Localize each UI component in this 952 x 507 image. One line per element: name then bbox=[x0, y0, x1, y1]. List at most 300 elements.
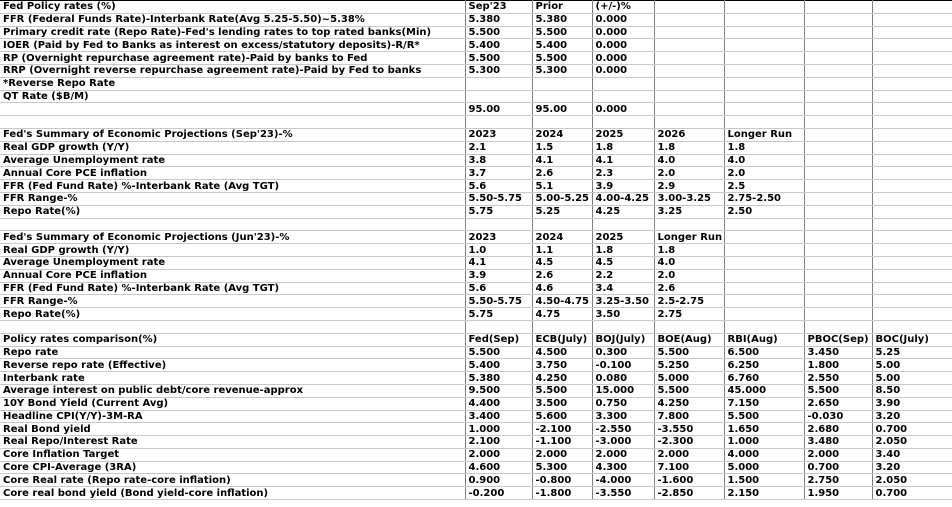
row-label-cell[interactable]: Average Unemployment rate bbox=[0, 154, 465, 167]
value-cell[interactable]: 2.550 bbox=[804, 372, 872, 385]
value-cell[interactable] bbox=[804, 167, 872, 180]
value-cell[interactable] bbox=[872, 26, 952, 39]
value-cell[interactable]: 4.250 bbox=[532, 372, 592, 385]
row-label-cell[interactable]: RP (Overnight repurchase agreement rate)-Paid by banks to Fed bbox=[0, 52, 465, 65]
value-cell[interactable]: 5.500 bbox=[654, 384, 724, 397]
value-cell[interactable]: 2.3 bbox=[592, 167, 654, 180]
value-cell[interactable]: 6.500 bbox=[724, 346, 804, 359]
value-cell[interactable] bbox=[465, 218, 532, 231]
value-cell[interactable] bbox=[804, 13, 872, 26]
value-cell[interactable] bbox=[872, 39, 952, 52]
row-label-cell[interactable]: FFR (Fed Fund Rate) %-Interbank Rate (Avg TGT) bbox=[0, 282, 465, 295]
value-cell[interactable]: 1.800 bbox=[804, 359, 872, 372]
row-label-cell[interactable]: Policy rates comparison(%) bbox=[0, 333, 465, 346]
value-cell[interactable]: 3.300 bbox=[592, 410, 654, 423]
value-cell[interactable]: -0.200 bbox=[465, 487, 532, 500]
value-cell[interactable]: 3.40 bbox=[872, 448, 952, 461]
row-label-cell[interactable]: Core real bond yield (Bond yield-core inflation) bbox=[0, 487, 465, 500]
value-cell[interactable] bbox=[654, 1, 724, 14]
value-cell[interactable]: 4.75 bbox=[532, 308, 592, 321]
value-cell[interactable]: Longer Run bbox=[654, 231, 724, 244]
value-cell[interactable] bbox=[804, 295, 872, 308]
value-cell[interactable] bbox=[465, 116, 532, 129]
value-cell[interactable] bbox=[654, 64, 724, 77]
value-cell[interactable] bbox=[804, 103, 872, 116]
value-cell[interactable]: -0.030 bbox=[804, 410, 872, 423]
value-cell[interactable]: 2.6 bbox=[532, 269, 592, 282]
value-cell[interactable]: 2.050 bbox=[872, 474, 952, 487]
row-label-cell[interactable]: FFR (Federal Funds Rate)-Interbank Rate(Avg 5.25-5.50)~5.38% bbox=[0, 13, 465, 26]
value-cell[interactable] bbox=[872, 154, 952, 167]
value-cell[interactable] bbox=[872, 282, 952, 295]
value-cell[interactable]: 3.7 bbox=[465, 167, 532, 180]
row-label-cell[interactable]: FFR (Fed Fund Rate) %-Interbank Rate (Avg TGT) bbox=[0, 180, 465, 193]
value-cell[interactable] bbox=[872, 77, 952, 90]
value-cell[interactable]: 0.000 bbox=[592, 103, 654, 116]
value-cell[interactable] bbox=[804, 90, 872, 103]
value-cell[interactable]: 5.50-5.75 bbox=[465, 295, 532, 308]
value-cell[interactable]: -2.850 bbox=[654, 487, 724, 500]
value-cell[interactable]: 2.0 bbox=[654, 269, 724, 282]
value-cell[interactable] bbox=[724, 282, 804, 295]
value-cell[interactable]: 3.500 bbox=[532, 397, 592, 410]
value-cell[interactable] bbox=[465, 320, 532, 333]
value-cell[interactable]: 5.75 bbox=[465, 308, 532, 321]
value-cell[interactable] bbox=[532, 320, 592, 333]
value-cell[interactable]: 5.00 bbox=[872, 372, 952, 385]
value-cell[interactable]: 0.000 bbox=[592, 13, 654, 26]
row-label-cell[interactable]: FFR Range-% bbox=[0, 295, 465, 308]
value-cell[interactable] bbox=[592, 116, 654, 129]
value-cell[interactable]: -3.550 bbox=[592, 487, 654, 500]
value-cell[interactable]: 1.950 bbox=[804, 487, 872, 500]
value-cell[interactable] bbox=[465, 77, 532, 90]
value-cell[interactable]: 3.00-3.25 bbox=[654, 192, 724, 205]
value-cell[interactable]: 5.6 bbox=[465, 180, 532, 193]
value-cell[interactable]: 2023 bbox=[465, 128, 532, 141]
value-cell[interactable] bbox=[654, 90, 724, 103]
value-cell[interactable]: 5.250 bbox=[654, 359, 724, 372]
value-cell[interactable]: 15.000 bbox=[592, 384, 654, 397]
value-cell[interactable]: 5.25 bbox=[532, 205, 592, 218]
value-cell[interactable] bbox=[654, 26, 724, 39]
value-cell[interactable] bbox=[872, 141, 952, 154]
value-cell[interactable]: Prior bbox=[532, 1, 592, 14]
value-cell[interactable]: BOC(July) bbox=[872, 333, 952, 346]
value-cell[interactable] bbox=[724, 39, 804, 52]
value-cell[interactable] bbox=[724, 26, 804, 39]
value-cell[interactable]: 5.6 bbox=[465, 282, 532, 295]
value-cell[interactable]: 4.1 bbox=[592, 154, 654, 167]
value-cell[interactable]: -1.100 bbox=[532, 436, 592, 449]
value-cell[interactable] bbox=[592, 320, 654, 333]
value-cell[interactable] bbox=[872, 308, 952, 321]
value-cell[interactable] bbox=[654, 77, 724, 90]
value-cell[interactable]: 5.75 bbox=[465, 205, 532, 218]
value-cell[interactable]: 3.25-3.50 bbox=[592, 295, 654, 308]
value-cell[interactable]: 5.380 bbox=[465, 372, 532, 385]
value-cell[interactable]: 5.500 bbox=[465, 26, 532, 39]
value-cell[interactable] bbox=[872, 205, 952, 218]
row-label-cell[interactable]: Headline CPI(Y/Y)-3M-RA bbox=[0, 410, 465, 423]
value-cell[interactable]: 1.8 bbox=[592, 141, 654, 154]
value-cell[interactable]: 2.9 bbox=[654, 180, 724, 193]
value-cell[interactable]: 5.400 bbox=[465, 359, 532, 372]
row-label-cell[interactable]: Fed's Summary of Economic Projections (Jun'23)-% bbox=[0, 231, 465, 244]
value-cell[interactable] bbox=[804, 269, 872, 282]
value-cell[interactable]: 7.800 bbox=[654, 410, 724, 423]
value-cell[interactable]: 5.300 bbox=[465, 64, 532, 77]
value-cell[interactable]: 5.380 bbox=[465, 13, 532, 26]
value-cell[interactable] bbox=[872, 167, 952, 180]
value-cell[interactable]: 3.90 bbox=[872, 397, 952, 410]
value-cell[interactable] bbox=[872, 116, 952, 129]
value-cell[interactable] bbox=[724, 116, 804, 129]
value-cell[interactable]: -3.550 bbox=[654, 423, 724, 436]
value-cell[interactable] bbox=[724, 90, 804, 103]
value-cell[interactable]: 5.000 bbox=[724, 461, 804, 474]
value-cell[interactable]: 5.25 bbox=[872, 346, 952, 359]
row-label-cell[interactable] bbox=[0, 218, 465, 231]
value-cell[interactable] bbox=[804, 26, 872, 39]
value-cell[interactable]: 4.400 bbox=[465, 397, 532, 410]
value-cell[interactable]: 2.750 bbox=[804, 474, 872, 487]
value-cell[interactable] bbox=[872, 269, 952, 282]
value-cell[interactable] bbox=[872, 64, 952, 77]
value-cell[interactable]: 1.0 bbox=[465, 244, 532, 257]
value-cell[interactable] bbox=[654, 103, 724, 116]
value-cell[interactable]: 3.20 bbox=[872, 461, 952, 474]
value-cell[interactable]: 5.000 bbox=[654, 372, 724, 385]
value-cell[interactable] bbox=[872, 128, 952, 141]
value-cell[interactable] bbox=[465, 90, 532, 103]
value-cell[interactable] bbox=[872, 103, 952, 116]
value-cell[interactable]: 0.750 bbox=[592, 397, 654, 410]
value-cell[interactable]: 2.050 bbox=[872, 436, 952, 449]
row-label-cell[interactable]: Average interest on public debt/core revenue-approx bbox=[0, 384, 465, 397]
value-cell[interactable] bbox=[724, 269, 804, 282]
value-cell[interactable]: 3.9 bbox=[592, 180, 654, 193]
value-cell[interactable]: -2.100 bbox=[532, 423, 592, 436]
row-label-cell[interactable]: Real Repo/Interest Rate bbox=[0, 436, 465, 449]
value-cell[interactable]: -3.000 bbox=[592, 436, 654, 449]
row-label-cell[interactable] bbox=[0, 116, 465, 129]
value-cell[interactable]: 8.50 bbox=[872, 384, 952, 397]
value-cell[interactable]: 7.100 bbox=[654, 461, 724, 474]
value-cell[interactable]: 4.300 bbox=[592, 461, 654, 474]
value-cell[interactable] bbox=[804, 244, 872, 257]
value-cell[interactable]: 1.8 bbox=[654, 141, 724, 154]
value-cell[interactable]: 5.500 bbox=[465, 52, 532, 65]
value-cell[interactable] bbox=[872, 13, 952, 26]
value-cell[interactable] bbox=[724, 320, 804, 333]
value-cell[interactable]: BOE(Aug) bbox=[654, 333, 724, 346]
value-cell[interactable]: 4.50-4.75 bbox=[532, 295, 592, 308]
value-cell[interactable] bbox=[592, 218, 654, 231]
value-cell[interactable]: -4.000 bbox=[592, 474, 654, 487]
value-cell[interactable]: 4.0 bbox=[654, 256, 724, 269]
value-cell[interactable]: 2.650 bbox=[804, 397, 872, 410]
value-cell[interactable]: 4.250 bbox=[654, 397, 724, 410]
value-cell[interactable]: 5.380 bbox=[532, 13, 592, 26]
value-cell[interactable]: 2.6 bbox=[654, 282, 724, 295]
value-cell[interactable]: 9.500 bbox=[465, 384, 532, 397]
value-cell[interactable]: ECB(July) bbox=[532, 333, 592, 346]
value-cell[interactable]: 2.5-2.75 bbox=[654, 295, 724, 308]
value-cell[interactable] bbox=[804, 320, 872, 333]
value-cell[interactable]: 4.25 bbox=[592, 205, 654, 218]
value-cell[interactable]: 4.000 bbox=[724, 448, 804, 461]
value-cell[interactable]: 4.6 bbox=[532, 282, 592, 295]
value-cell[interactable]: 2.1 bbox=[465, 141, 532, 154]
value-cell[interactable] bbox=[804, 39, 872, 52]
value-cell[interactable] bbox=[872, 320, 952, 333]
row-label-cell[interactable]: FFR Range-% bbox=[0, 192, 465, 205]
row-label-cell[interactable] bbox=[0, 320, 465, 333]
value-cell[interactable] bbox=[804, 231, 872, 244]
value-cell[interactable]: 0.000 bbox=[592, 64, 654, 77]
value-cell[interactable] bbox=[724, 244, 804, 257]
value-cell[interactable]: 1.000 bbox=[724, 436, 804, 449]
value-cell[interactable] bbox=[804, 64, 872, 77]
value-cell[interactable]: 4.5 bbox=[592, 256, 654, 269]
row-label-cell[interactable]: RRP (Overnight reverse repurchase agreement rate)-Paid by Fed to banks bbox=[0, 64, 465, 77]
value-cell[interactable] bbox=[872, 180, 952, 193]
value-cell[interactable]: 2.000 bbox=[532, 448, 592, 461]
value-cell[interactable]: -1.600 bbox=[654, 474, 724, 487]
value-cell[interactable]: 0.700 bbox=[804, 461, 872, 474]
value-cell[interactable]: 2024 bbox=[532, 128, 592, 141]
value-cell[interactable] bbox=[532, 218, 592, 231]
value-cell[interactable] bbox=[872, 90, 952, 103]
value-cell[interactable] bbox=[872, 295, 952, 308]
row-label-cell[interactable]: Interbank rate bbox=[0, 372, 465, 385]
value-cell[interactable]: 2.000 bbox=[465, 448, 532, 461]
value-cell[interactable] bbox=[532, 90, 592, 103]
value-cell[interactable]: 3.20 bbox=[872, 410, 952, 423]
value-cell[interactable]: 3.8 bbox=[465, 154, 532, 167]
value-cell[interactable]: 4.1 bbox=[465, 256, 532, 269]
value-cell[interactable]: 2025 bbox=[592, 128, 654, 141]
row-label-cell[interactable]: Repo rate bbox=[0, 346, 465, 359]
row-label-cell[interactable]: Annual Core PCE inflation bbox=[0, 167, 465, 180]
value-cell[interactable]: 2.2 bbox=[592, 269, 654, 282]
value-cell[interactable] bbox=[724, 295, 804, 308]
value-cell[interactable]: 0.000 bbox=[592, 26, 654, 39]
row-label-cell[interactable] bbox=[0, 103, 465, 116]
value-cell[interactable]: (+/-)% bbox=[592, 1, 654, 14]
value-cell[interactable] bbox=[804, 180, 872, 193]
value-cell[interactable]: 1.8 bbox=[592, 244, 654, 257]
row-label-cell[interactable]: Average Unemployment rate bbox=[0, 256, 465, 269]
value-cell[interactable]: 5.400 bbox=[465, 39, 532, 52]
value-cell[interactable]: 6.250 bbox=[724, 359, 804, 372]
value-cell[interactable] bbox=[872, 244, 952, 257]
value-cell[interactable]: -2.550 bbox=[592, 423, 654, 436]
row-label-cell[interactable]: 10Y Bond Yield (Current Avg) bbox=[0, 397, 465, 410]
row-label-cell[interactable]: Real Bond yield bbox=[0, 423, 465, 436]
value-cell[interactable] bbox=[804, 256, 872, 269]
value-cell[interactable] bbox=[654, 116, 724, 129]
value-cell[interactable]: 2.150 bbox=[724, 487, 804, 500]
value-cell[interactable]: 4.00-4.25 bbox=[592, 192, 654, 205]
value-cell[interactable]: PBOC(Sep) bbox=[804, 333, 872, 346]
value-cell[interactable]: 2.680 bbox=[804, 423, 872, 436]
value-cell[interactable] bbox=[724, 13, 804, 26]
value-cell[interactable]: 5.1 bbox=[532, 180, 592, 193]
row-label-cell[interactable]: Core Real rate (Repo rate-core inflation) bbox=[0, 474, 465, 487]
value-cell[interactable]: Sep'23 bbox=[465, 1, 532, 14]
value-cell[interactable] bbox=[724, 231, 804, 244]
value-cell[interactable]: 95.00 bbox=[532, 103, 592, 116]
value-cell[interactable] bbox=[872, 256, 952, 269]
value-cell[interactable]: 2.75 bbox=[654, 308, 724, 321]
value-cell[interactable]: 2026 bbox=[654, 128, 724, 141]
row-label-cell[interactable]: Fed's Summary of Economic Projections (Sep'23)-% bbox=[0, 128, 465, 141]
value-cell[interactable]: -0.100 bbox=[592, 359, 654, 372]
value-cell[interactable]: 3.750 bbox=[532, 359, 592, 372]
value-cell[interactable]: Fed(Sep) bbox=[465, 333, 532, 346]
value-cell[interactable] bbox=[872, 218, 952, 231]
value-cell[interactable]: 5.300 bbox=[532, 461, 592, 474]
value-cell[interactable]: 2025 bbox=[592, 231, 654, 244]
row-label-cell[interactable]: *Reverse Repo Rate bbox=[0, 77, 465, 90]
value-cell[interactable] bbox=[804, 128, 872, 141]
value-cell[interactable]: 2.0 bbox=[724, 167, 804, 180]
value-cell[interactable] bbox=[654, 320, 724, 333]
value-cell[interactable]: Longer Run bbox=[724, 128, 804, 141]
row-label-cell[interactable]: Repo Rate(%) bbox=[0, 205, 465, 218]
value-cell[interactable] bbox=[532, 77, 592, 90]
row-label-cell[interactable]: Real GDP growth (Y/Y) bbox=[0, 244, 465, 257]
value-cell[interactable]: 3.480 bbox=[804, 436, 872, 449]
row-label-cell[interactable]: Core Inflation Target bbox=[0, 448, 465, 461]
value-cell[interactable]: 5.400 bbox=[532, 39, 592, 52]
value-cell[interactable]: 2.50 bbox=[724, 205, 804, 218]
value-cell[interactable]: 5.00 bbox=[872, 359, 952, 372]
value-cell[interactable]: 1.500 bbox=[724, 474, 804, 487]
value-cell[interactable]: 5.300 bbox=[532, 64, 592, 77]
value-cell[interactable]: 0.900 bbox=[465, 474, 532, 487]
row-label-cell[interactable]: IOER (Paid by Fed to Banks as interest on excess/statutory deposits)-R/R* bbox=[0, 39, 465, 52]
row-label-cell[interactable]: Core CPI-Average (3RA) bbox=[0, 461, 465, 474]
value-cell[interactable]: 1.000 bbox=[465, 423, 532, 436]
value-cell[interactable]: 2.000 bbox=[654, 448, 724, 461]
value-cell[interactable]: 2.100 bbox=[465, 436, 532, 449]
value-cell[interactable]: 3.50 bbox=[592, 308, 654, 321]
value-cell[interactable]: 3.25 bbox=[654, 205, 724, 218]
value-cell[interactable]: 0.000 bbox=[592, 39, 654, 52]
value-cell[interactable] bbox=[804, 218, 872, 231]
value-cell[interactable] bbox=[724, 52, 804, 65]
value-cell[interactable]: 0.700 bbox=[872, 423, 952, 436]
value-cell[interactable] bbox=[592, 77, 654, 90]
value-cell[interactable]: -0.800 bbox=[532, 474, 592, 487]
value-cell[interactable]: 5.500 bbox=[654, 346, 724, 359]
value-cell[interactable]: 4.600 bbox=[465, 461, 532, 474]
value-cell[interactable] bbox=[804, 116, 872, 129]
value-cell[interactable]: 1.8 bbox=[724, 141, 804, 154]
value-cell[interactable] bbox=[804, 77, 872, 90]
value-cell[interactable] bbox=[724, 77, 804, 90]
value-cell[interactable]: 2.5 bbox=[724, 180, 804, 193]
value-cell[interactable] bbox=[724, 308, 804, 321]
value-cell[interactable] bbox=[724, 64, 804, 77]
value-cell[interactable]: 5.50-5.75 bbox=[465, 192, 532, 205]
value-cell[interactable]: 1.1 bbox=[532, 244, 592, 257]
value-cell[interactable]: 2024 bbox=[532, 231, 592, 244]
value-cell[interactable]: 3.450 bbox=[804, 346, 872, 359]
value-cell[interactable]: 0.700 bbox=[872, 487, 952, 500]
value-cell[interactable] bbox=[724, 256, 804, 269]
value-cell[interactable] bbox=[872, 52, 952, 65]
value-cell[interactable] bbox=[654, 13, 724, 26]
value-cell[interactable]: 5.600 bbox=[532, 410, 592, 423]
value-cell[interactable]: 1.5 bbox=[532, 141, 592, 154]
value-cell[interactable]: 1.8 bbox=[654, 244, 724, 257]
value-cell[interactable]: 3.4 bbox=[592, 282, 654, 295]
row-label-cell[interactable]: Annual Core PCE inflation bbox=[0, 269, 465, 282]
row-label-cell[interactable]: QT Rate ($B/M) bbox=[0, 90, 465, 103]
value-cell[interactable]: 2.75-2.50 bbox=[724, 192, 804, 205]
value-cell[interactable]: 2.000 bbox=[592, 448, 654, 461]
value-cell[interactable]: 4.1 bbox=[532, 154, 592, 167]
value-cell[interactable] bbox=[872, 231, 952, 244]
value-cell[interactable]: 95.00 bbox=[465, 103, 532, 116]
value-cell[interactable]: 0.300 bbox=[592, 346, 654, 359]
value-cell[interactable] bbox=[592, 90, 654, 103]
value-cell[interactable] bbox=[654, 52, 724, 65]
value-cell[interactable] bbox=[804, 192, 872, 205]
value-cell[interactable]: 5.500 bbox=[532, 52, 592, 65]
value-cell[interactable]: 4.5 bbox=[532, 256, 592, 269]
value-cell[interactable] bbox=[804, 308, 872, 321]
value-cell[interactable]: 0.000 bbox=[592, 52, 654, 65]
value-cell[interactable] bbox=[804, 154, 872, 167]
value-cell[interactable]: 5.500 bbox=[465, 346, 532, 359]
value-cell[interactable]: 7.150 bbox=[724, 397, 804, 410]
value-cell[interactable] bbox=[804, 282, 872, 295]
value-cell[interactable]: 45.000 bbox=[724, 384, 804, 397]
value-cell[interactable] bbox=[872, 1, 952, 14]
value-cell[interactable]: 2.6 bbox=[532, 167, 592, 180]
value-cell[interactable]: 5.500 bbox=[532, 26, 592, 39]
value-cell[interactable] bbox=[804, 205, 872, 218]
row-label-cell[interactable]: Repo Rate(%) bbox=[0, 308, 465, 321]
value-cell[interactable] bbox=[804, 1, 872, 14]
value-cell[interactable]: 4.0 bbox=[654, 154, 724, 167]
value-cell[interactable] bbox=[654, 39, 724, 52]
row-label-cell[interactable]: Primary credit rate (Repo Rate)-Fed's lending rates to top rated banks(Min) bbox=[0, 26, 465, 39]
value-cell[interactable] bbox=[804, 141, 872, 154]
value-cell[interactable] bbox=[872, 192, 952, 205]
value-cell[interactable]: 5.500 bbox=[804, 384, 872, 397]
value-cell[interactable] bbox=[804, 52, 872, 65]
value-cell[interactable]: 3.9 bbox=[465, 269, 532, 282]
value-cell[interactable]: 2.000 bbox=[804, 448, 872, 461]
value-cell[interactable]: 1.650 bbox=[724, 423, 804, 436]
value-cell[interactable]: BOJ(July) bbox=[592, 333, 654, 346]
value-cell[interactable]: 5.00-5.25 bbox=[532, 192, 592, 205]
value-cell[interactable] bbox=[654, 218, 724, 231]
value-cell[interactable]: -1.800 bbox=[532, 487, 592, 500]
row-label-cell[interactable]: Real GDP growth (Y/Y) bbox=[0, 141, 465, 154]
value-cell[interactable]: -2.300 bbox=[654, 436, 724, 449]
value-cell[interactable] bbox=[532, 116, 592, 129]
row-label-cell[interactable]: Fed Policy rates (%) bbox=[0, 1, 465, 14]
value-cell[interactable]: 3.400 bbox=[465, 410, 532, 423]
value-cell[interactable]: 5.500 bbox=[532, 384, 592, 397]
